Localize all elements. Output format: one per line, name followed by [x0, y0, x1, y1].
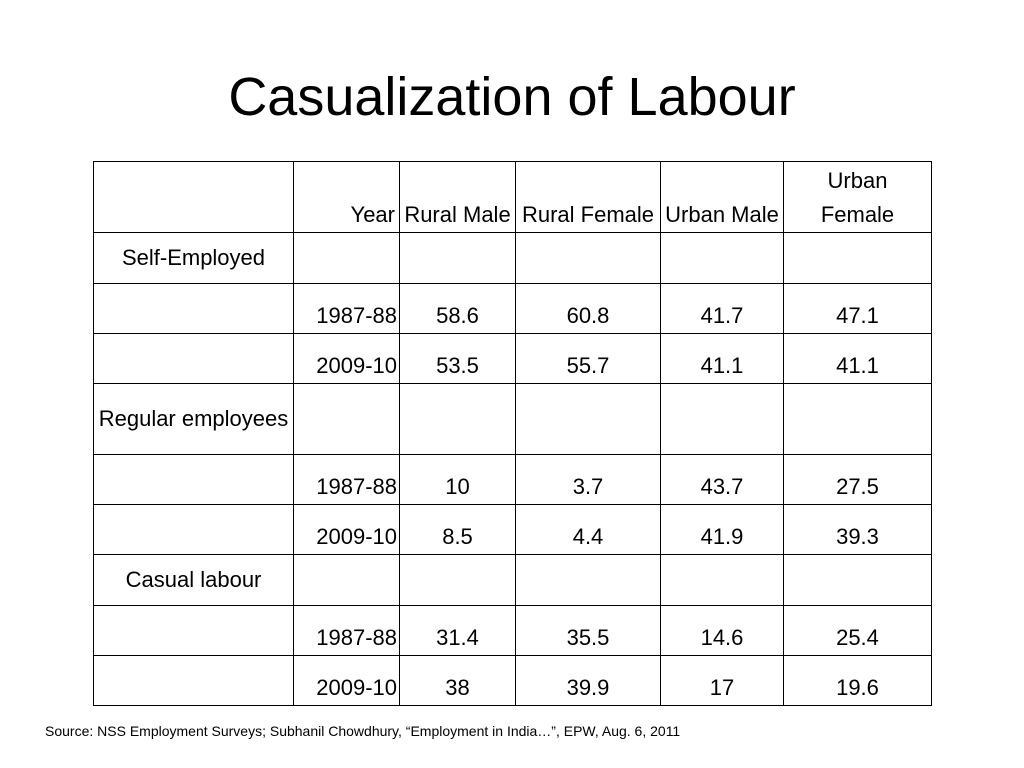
category-row-casual-labour: [94, 555, 932, 606]
header-rural-male: Rural Male: [400, 162, 516, 233]
table-row: [94, 505, 932, 555]
rural-female-cell: 35.5: [516, 606, 661, 656]
rural-male-cell: 53.5: [400, 334, 516, 384]
urban-male-cell: 41.7: [661, 284, 784, 334]
source-note: Source: NSS Employment Surveys; Subhanil Chowdhury, “Employment in India…”, EPW, Aug. 6, 2011: [45, 723, 681, 739]
rural-female-cell: 60.8: [516, 284, 661, 334]
year-cell: 2009-10: [294, 656, 400, 706]
category-row-self-employed: [94, 233, 932, 284]
slide-title: Casualization of Labour: [228, 67, 796, 127]
urban-female-cell: 25.4: [784, 606, 932, 656]
urban-male-cell: 14.6: [661, 606, 784, 656]
urban-female-cell: 39.3: [784, 505, 932, 555]
table-row: [94, 455, 932, 505]
urban-male-cell: 41.9: [661, 505, 784, 555]
employment-table: [93, 161, 932, 706]
rural-female-cell: 3.7: [516, 455, 661, 505]
header-category: [94, 162, 294, 233]
rural-male-cell: 8.5: [400, 505, 516, 555]
table-header-row: [94, 162, 932, 233]
category-row-regular-employees: [94, 384, 932, 455]
category-label: Regular employees: [94, 384, 294, 455]
year-cell: 2009-10: [294, 334, 400, 384]
header-urban-male: Urban Male: [661, 162, 784, 233]
year-cell: 1987-88: [294, 284, 400, 334]
category-label: Self-Employed: [94, 233, 294, 284]
year-cell: 1987-88: [294, 606, 400, 656]
table-row: [94, 606, 932, 656]
rural-female-cell: 55.7: [516, 334, 661, 384]
urban-male-cell: 43.7: [661, 455, 784, 505]
year-cell: 2009-10: [294, 505, 400, 555]
table-row: [94, 334, 932, 384]
urban-male-cell: 41.1: [661, 334, 784, 384]
rural-male-cell: 58.6: [400, 284, 516, 334]
rural-male-cell: 38: [400, 656, 516, 706]
table-row: [94, 284, 932, 334]
header-rural-female: Rural Female: [516, 162, 661, 233]
urban-female-cell: 27.5: [784, 455, 932, 505]
header-year: Year: [294, 162, 400, 233]
header-urban-female: Urban Female: [784, 162, 932, 233]
rural-male-cell: 10: [400, 455, 516, 505]
urban-male-cell: 17: [661, 656, 784, 706]
urban-female-cell: 41.1: [784, 334, 932, 384]
rural-female-cell: 4.4: [516, 505, 661, 555]
rural-female-cell: 39.9: [516, 656, 661, 706]
urban-female-cell: 19.6: [784, 656, 932, 706]
rural-male-cell: 31.4: [400, 606, 516, 656]
table-row: [94, 656, 932, 706]
category-label: Casual labour: [94, 555, 294, 606]
year-cell: 1987-88: [294, 455, 400, 505]
urban-female-cell: 47.1: [784, 284, 932, 334]
